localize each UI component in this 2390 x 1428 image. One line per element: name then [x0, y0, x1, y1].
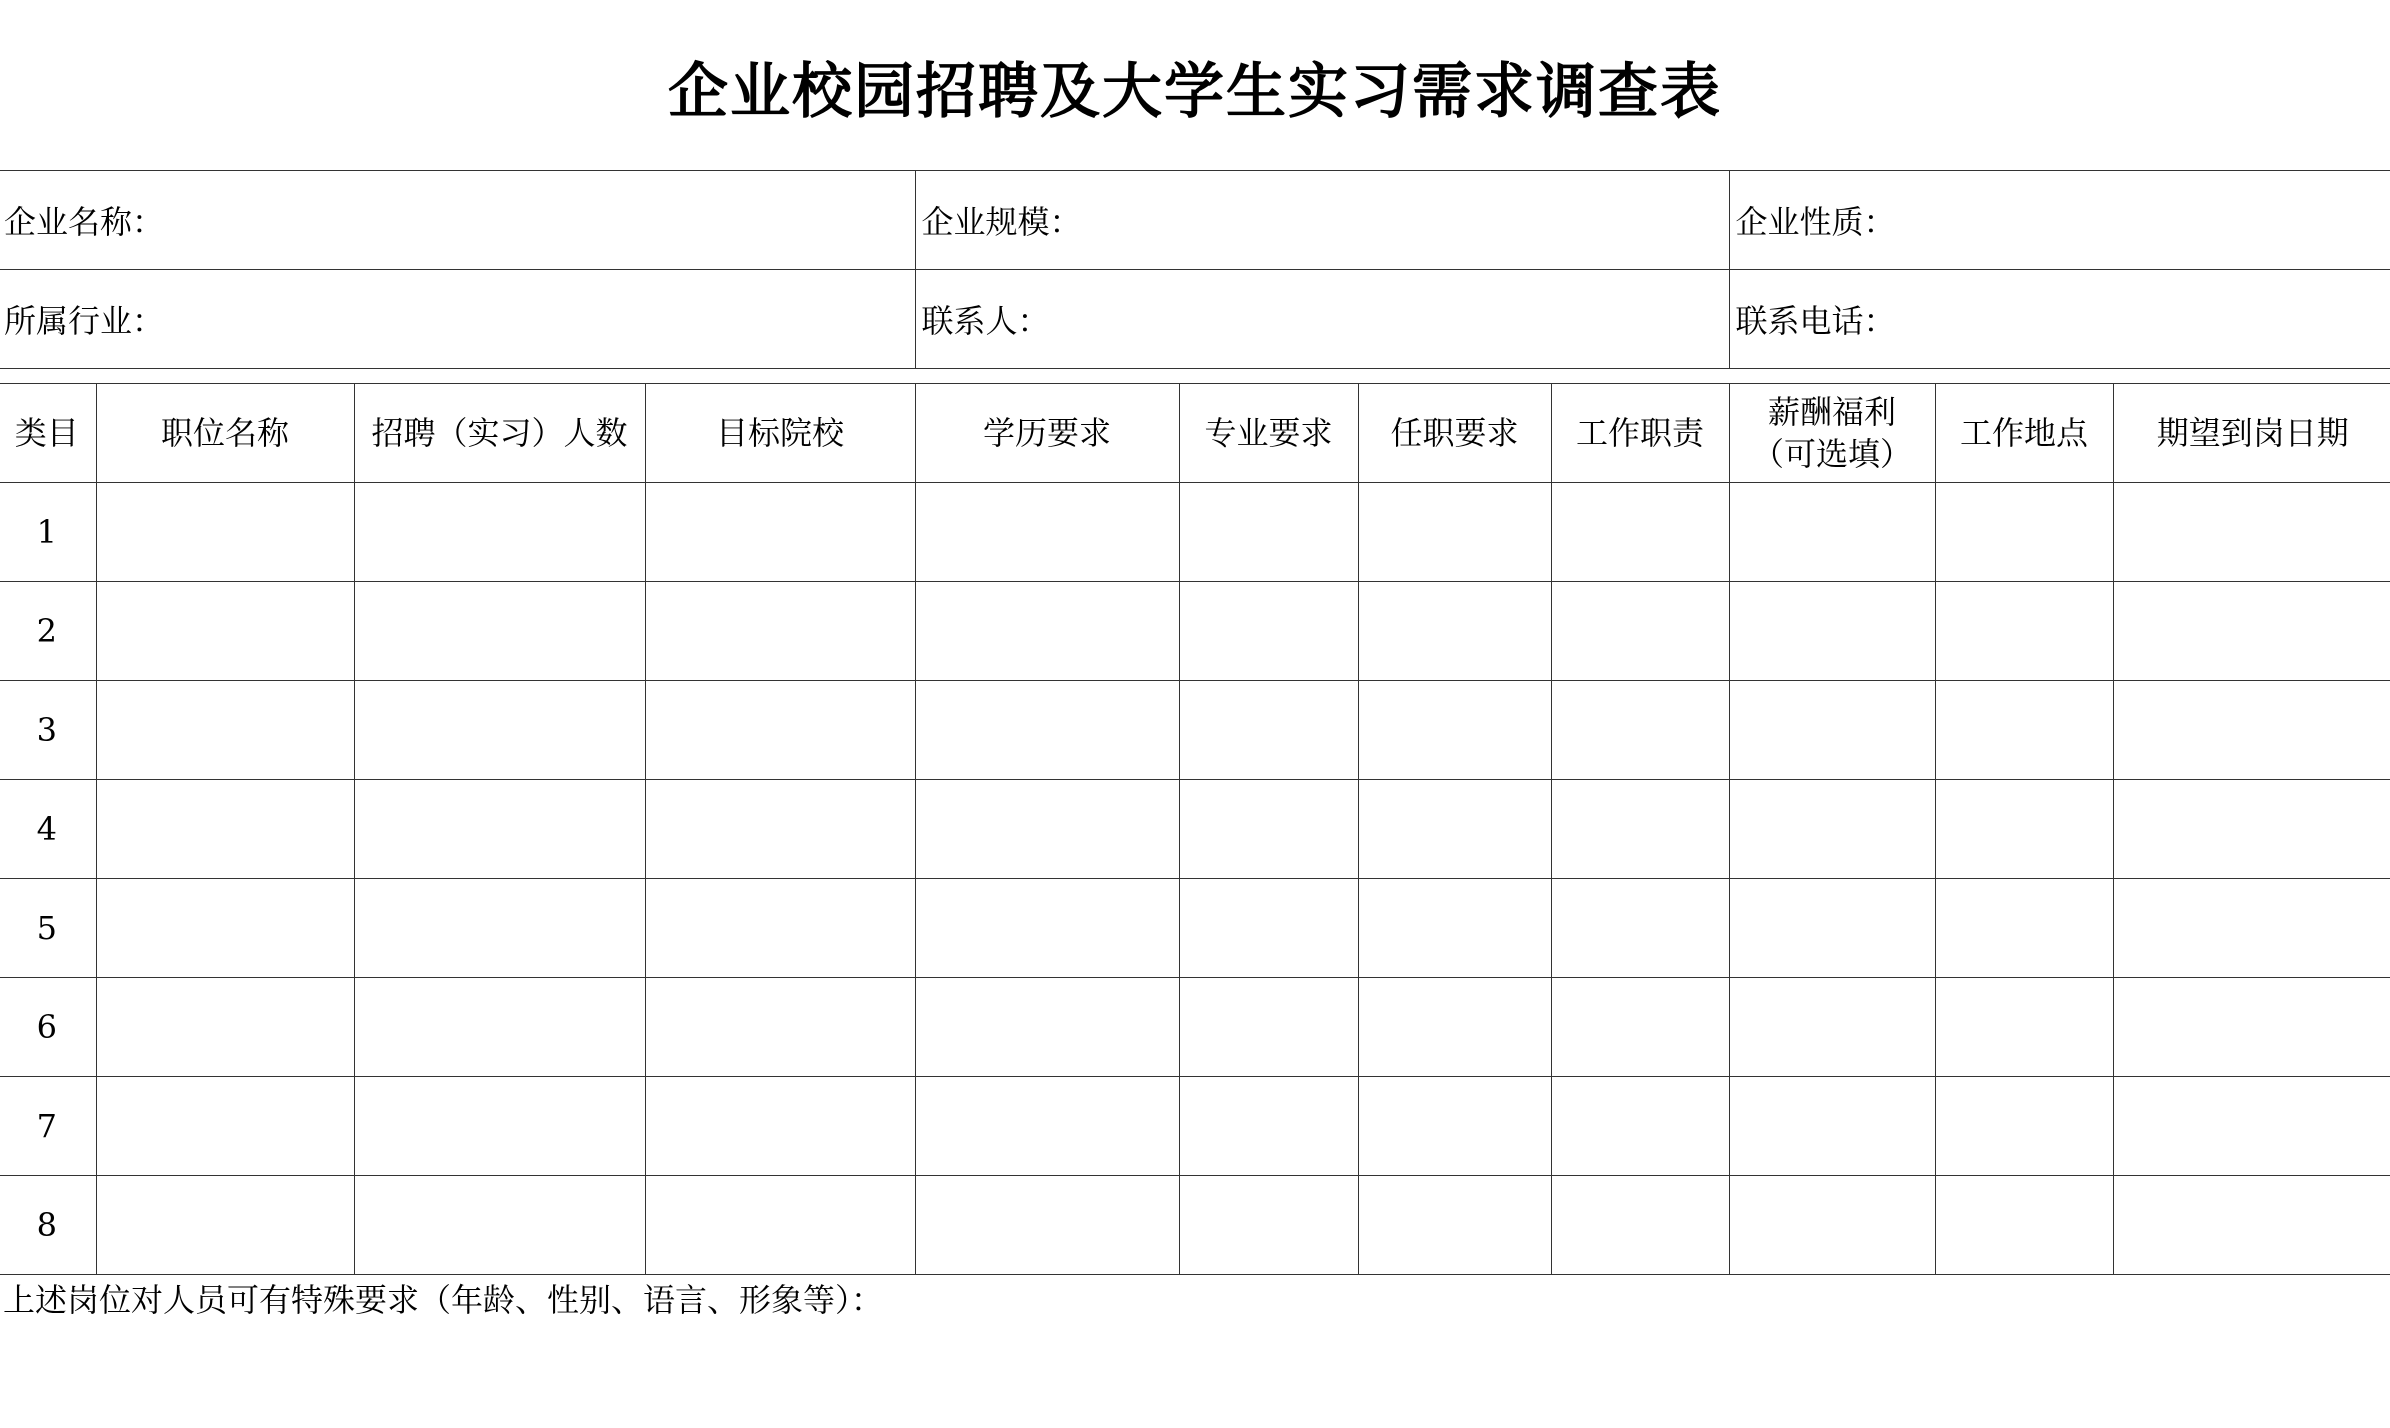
- company-nature-field[interactable]: 企业性质：: [1729, 171, 2390, 270]
- cell-qualifications[interactable]: [1358, 582, 1551, 681]
- cell-position-name[interactable]: [96, 483, 354, 582]
- cell-salary[interactable]: [1729, 879, 1935, 978]
- cell-education[interactable]: [915, 780, 1179, 879]
- cell-location[interactable]: [1935, 978, 2113, 1077]
- cell-headcount[interactable]: [354, 582, 645, 681]
- cell-target-school[interactable]: [645, 780, 915, 879]
- cell-education[interactable]: [915, 681, 1179, 780]
- cell-start-date[interactable]: [2113, 681, 2390, 780]
- industry-field[interactable]: 所属行业：: [0, 270, 915, 369]
- row-number: 8: [0, 1176, 96, 1275]
- cell-qualifications[interactable]: [1358, 483, 1551, 582]
- cell-major[interactable]: [1179, 879, 1358, 978]
- cell-salary[interactable]: [1729, 582, 1935, 681]
- cell-qualifications[interactable]: [1358, 681, 1551, 780]
- cell-headcount[interactable]: [354, 780, 645, 879]
- cell-qualifications[interactable]: [1358, 1176, 1551, 1275]
- cell-major[interactable]: [1179, 681, 1358, 780]
- cell-target-school[interactable]: [645, 1176, 915, 1275]
- cell-duties[interactable]: [1551, 978, 1729, 1077]
- row-number: 5: [0, 879, 96, 978]
- table-row: [0, 978, 2390, 1077]
- cell-duties[interactable]: [1551, 681, 1729, 780]
- cell-qualifications[interactable]: [1358, 780, 1551, 879]
- contact-person-field[interactable]: 联系人：: [915, 270, 1729, 369]
- cell-education[interactable]: [915, 1176, 1179, 1275]
- row-number: 2: [0, 582, 96, 681]
- page-title: 企业校园招聘及大学生实习需求调查表: [668, 57, 1722, 127]
- cell-location[interactable]: [1935, 879, 2113, 978]
- row-number: 7: [0, 1077, 96, 1176]
- cell-duties[interactable]: [1551, 582, 1729, 681]
- cell-education[interactable]: [915, 483, 1179, 582]
- cell-education[interactable]: [915, 879, 1179, 978]
- info-row-1: [0, 171, 2390, 270]
- cell-duties[interactable]: [1551, 1077, 1729, 1176]
- header-qualifications: 任职要求: [1358, 384, 1551, 483]
- cell-target-school[interactable]: [645, 1077, 915, 1176]
- cell-education[interactable]: [915, 978, 1179, 1077]
- cell-headcount[interactable]: [354, 978, 645, 1077]
- cell-education[interactable]: [915, 582, 1179, 681]
- header-target-school: 目标院校: [645, 384, 915, 483]
- row-number: 4: [0, 780, 96, 879]
- header-salary: [1729, 384, 1935, 483]
- cell-location[interactable]: [1935, 780, 2113, 879]
- cell-start-date[interactable]: [2113, 879, 2390, 978]
- cell-qualifications[interactable]: [1358, 879, 1551, 978]
- row-number: 6: [0, 978, 96, 1077]
- table-row: [0, 1077, 2390, 1176]
- cell-location[interactable]: [1935, 1077, 2113, 1176]
- cell-position-name[interactable]: [96, 1077, 354, 1176]
- header-start-date: 期望到岗日期: [2113, 384, 2390, 483]
- cell-target-school[interactable]: [645, 681, 915, 780]
- table-row: [0, 483, 2390, 582]
- cell-major[interactable]: [1179, 1077, 1358, 1176]
- cell-location[interactable]: [1935, 681, 2113, 780]
- position-table: [0, 383, 2390, 1275]
- company-info-table: [0, 170, 2390, 369]
- header-duties: 工作职责: [1551, 384, 1729, 483]
- cell-major[interactable]: [1179, 978, 1358, 1077]
- cell-start-date[interactable]: [2113, 1176, 2390, 1275]
- cell-major[interactable]: [1179, 483, 1358, 582]
- table-row: [0, 582, 2390, 681]
- cell-location[interactable]: [1935, 483, 2113, 582]
- cell-major[interactable]: [1179, 780, 1358, 879]
- cell-start-date[interactable]: [2113, 780, 2390, 879]
- cell-salary[interactable]: [1729, 1077, 1935, 1176]
- company-name-field[interactable]: 企业名称：: [0, 171, 915, 270]
- table-row: [0, 879, 2390, 978]
- header-category: 类目: [0, 384, 96, 483]
- cell-salary[interactable]: [1729, 681, 1935, 780]
- header-location: 工作地点: [1935, 384, 2113, 483]
- cell-position-name[interactable]: [96, 582, 354, 681]
- cell-salary[interactable]: [1729, 1176, 1935, 1275]
- header-major: 专业要求: [1179, 384, 1358, 483]
- cell-duties[interactable]: [1551, 1176, 1729, 1275]
- contact-phone-field[interactable]: 联系电话：: [1729, 270, 2390, 369]
- cell-position-name[interactable]: [96, 1176, 354, 1275]
- cell-position-name[interactable]: [96, 978, 354, 1077]
- row-number: 1: [0, 483, 96, 582]
- cell-target-school[interactable]: [645, 978, 915, 1077]
- cell-salary[interactable]: [1729, 978, 1935, 1077]
- cell-target-school[interactable]: [645, 879, 915, 978]
- info-row-2: [0, 270, 2390, 369]
- cell-qualifications[interactable]: [1358, 1077, 1551, 1176]
- cell-target-school[interactable]: [645, 483, 915, 582]
- cell-headcount[interactable]: [354, 681, 645, 780]
- cell-education[interactable]: [915, 1077, 1179, 1176]
- header-education: 学历要求: [915, 384, 1179, 483]
- table-row: [0, 780, 2390, 879]
- cell-headcount[interactable]: [354, 1077, 645, 1176]
- cell-headcount[interactable]: [354, 1176, 645, 1275]
- header-row: [0, 384, 2390, 483]
- table-row: [0, 1176, 2390, 1275]
- cell-salary[interactable]: [1729, 780, 1935, 879]
- special-requirements-note: 上述岗位对人员可有特殊要求（年龄、性别、语言、形象等）：: [3, 1281, 884, 1319]
- cell-start-date[interactable]: [2113, 978, 2390, 1077]
- cell-target-school[interactable]: [645, 582, 915, 681]
- cell-qualifications[interactable]: [1358, 978, 1551, 1077]
- cell-duties[interactable]: [1551, 780, 1729, 879]
- cell-major[interactable]: [1179, 582, 1358, 681]
- header-salary-line1: 薪酬福利: [1767, 393, 1896, 431]
- cell-headcount[interactable]: [354, 483, 645, 582]
- cell-position-name[interactable]: [96, 780, 354, 879]
- header-headcount: 招聘（实习）人数: [354, 384, 645, 483]
- cell-headcount[interactable]: [354, 879, 645, 978]
- cell-location[interactable]: [1935, 1176, 2113, 1275]
- company-scale-field[interactable]: 企业规模：: [915, 171, 1729, 270]
- cell-location[interactable]: [1935, 582, 2113, 681]
- header-position-name: 职位名称: [96, 384, 354, 483]
- cell-major[interactable]: [1179, 1176, 1358, 1275]
- cell-duties[interactable]: [1551, 483, 1729, 582]
- cell-start-date[interactable]: [2113, 582, 2390, 681]
- cell-start-date[interactable]: [2113, 483, 2390, 582]
- header-salary-line2: （可选填）: [1751, 435, 1912, 473]
- table-row: [0, 681, 2390, 780]
- cell-start-date[interactable]: [2113, 1077, 2390, 1176]
- cell-position-name[interactable]: [96, 681, 354, 780]
- cell-salary[interactable]: [1729, 483, 1935, 582]
- row-number: 3: [0, 681, 96, 780]
- cell-duties[interactable]: [1551, 879, 1729, 978]
- cell-position-name[interactable]: [96, 879, 354, 978]
